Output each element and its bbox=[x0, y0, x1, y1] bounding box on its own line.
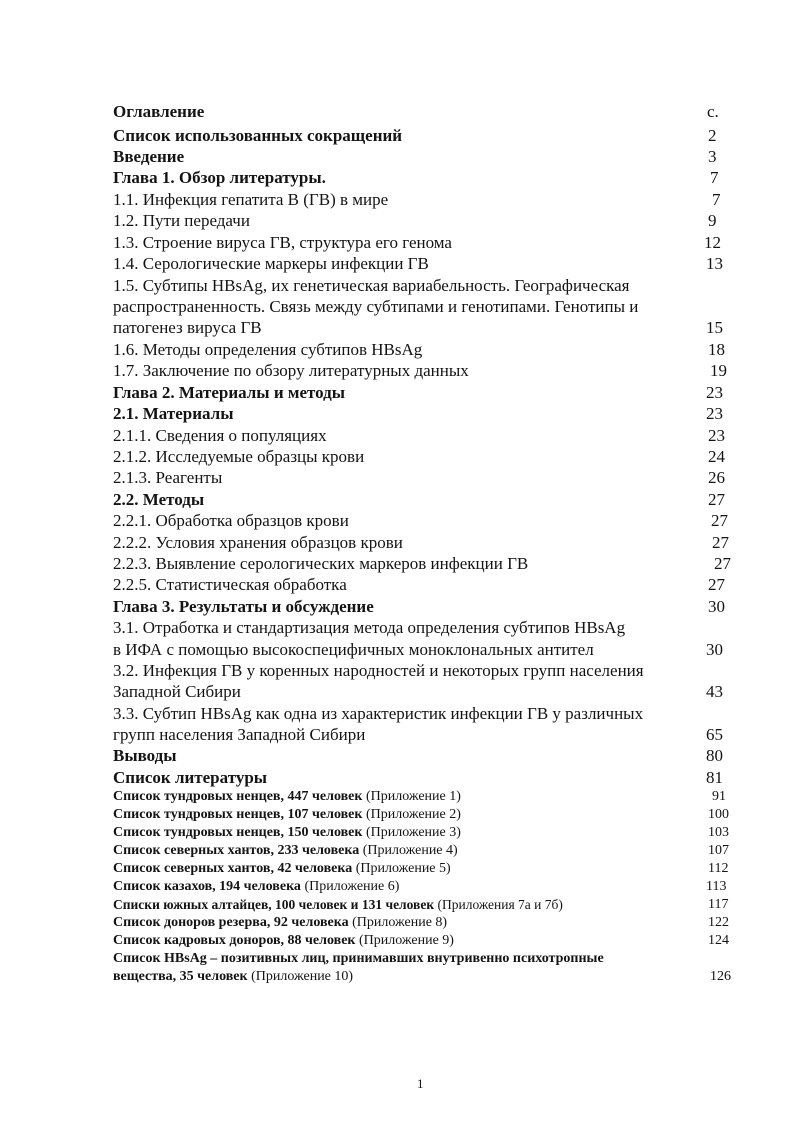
appendix-title: Список кадровых доноров, 88 человек bbox=[113, 933, 356, 948]
toc-entry-title: Глава 3. Результаты и обсуждение bbox=[113, 597, 374, 616]
toc-entry-title: Введение bbox=[113, 147, 185, 166]
toc-entry-page: 27 bbox=[708, 490, 725, 509]
appendix-note: (Приложение 9) bbox=[355, 933, 454, 948]
toc-entry-title: 1.5. Субтипы HBsAg, их генетическая вариабельность. Географическая bbox=[113, 276, 630, 295]
toc-entry-title: 2.2.5. Статистическая обработка bbox=[113, 575, 347, 594]
toc-entry-page: 23 bbox=[708, 426, 725, 445]
appendix-page: 100 bbox=[708, 807, 729, 822]
toc-entry-title: групп населения Западной Сибири bbox=[113, 725, 366, 744]
toc-entry-page: 30 bbox=[708, 597, 725, 616]
toc-entry-title: патогенез вируса ГВ bbox=[113, 318, 262, 337]
toc-entry-page: 9 bbox=[708, 211, 717, 230]
appendix-page: 122 bbox=[708, 915, 729, 930]
toc-entry-page: 80 bbox=[706, 746, 723, 765]
toc-entry-title: 3.2. Инфекция ГВ у коренных народностей и некоторых групп населения bbox=[113, 661, 644, 680]
toc-entry-page: 27 bbox=[711, 511, 728, 530]
toc-entry-page: 81 bbox=[706, 768, 723, 787]
toc-entry-title: 1.6. Методы определения субтипов HBsAg bbox=[113, 340, 423, 359]
appendix-page: 117 bbox=[708, 897, 729, 912]
toc-entry-page: 27 bbox=[714, 554, 731, 573]
appendix-note: (Приложение 6) bbox=[300, 879, 400, 894]
appendix-page: 107 bbox=[708, 843, 729, 858]
appendix-page: 113 bbox=[706, 879, 727, 894]
appendix-note: (Приложение 1) bbox=[362, 789, 461, 804]
appendix-note: (Приложение 2) bbox=[362, 807, 461, 822]
toc-entry-page: 12 bbox=[704, 233, 721, 252]
toc-entry-title: Список литературы bbox=[113, 768, 268, 787]
toc-entry-title: распространенность. Связь между субтипами и генотипами. Генотипы и bbox=[113, 297, 639, 316]
toc-entry-page: 27 bbox=[708, 575, 725, 594]
toc-entry-title: 2.1.2. Исследуемые образцы крови bbox=[113, 447, 365, 466]
toc-entry-page: 23 bbox=[706, 383, 723, 402]
appendix-note: (Приложение 5) bbox=[352, 861, 451, 876]
page-column-label: с. bbox=[707, 102, 719, 121]
toc-entry-page: 24 bbox=[708, 447, 725, 466]
appendix-page: 124 bbox=[708, 933, 729, 948]
appendix-note: (Приложения 7а и 7б) bbox=[434, 897, 563, 912]
toc-entry-page: 7 bbox=[712, 190, 721, 209]
toc-entry-page: 19 bbox=[710, 361, 727, 380]
toc-entry-title: 1.3. Строение вируса ГВ, структура его генома bbox=[113, 233, 452, 252]
appendix-page: 91 bbox=[712, 789, 726, 804]
appendix-title: Список тундровых ненцев, 150 человек bbox=[113, 825, 363, 840]
toc-entry-title: 2.2.1. Обработка образцов крови bbox=[113, 511, 349, 530]
appendix-note: (Приложение 10) bbox=[247, 969, 354, 984]
appendix-page: 112 bbox=[708, 861, 729, 876]
toc-entry-page: 65 bbox=[706, 725, 723, 744]
appendix-note: (Приложение 4) bbox=[359, 843, 458, 858]
appendix-title: Список тундровых ненцев, 447 человек bbox=[113, 789, 363, 804]
toc-entry-page: 13 bbox=[706, 254, 723, 273]
toc-entry-page: 30 bbox=[706, 640, 723, 659]
toc-heading: Оглавление bbox=[113, 102, 205, 121]
appendix-page: 103 bbox=[708, 825, 729, 840]
toc-entry-page: 2 bbox=[708, 126, 717, 145]
toc-entry-title: 3.3. Субтип HBsAg как одна из характеристик инфекции ГВ у различных bbox=[113, 704, 644, 723]
page-number: 1 bbox=[417, 1076, 424, 1091]
appendix-title: Список тундровых ненцев, 107 человек bbox=[113, 807, 363, 822]
toc-entry-title: 2.1.3. Реагенты bbox=[113, 468, 223, 487]
toc-entry-page: 18 bbox=[708, 340, 725, 359]
toc-entry-title: Глава 1. Обзор литературы. bbox=[113, 168, 326, 187]
toc-entry-title: 2.1. Материалы bbox=[113, 404, 234, 423]
toc-entry-page: 43 bbox=[706, 682, 723, 701]
toc-entry-title: 2.1.1. Сведения о популяциях bbox=[113, 426, 327, 445]
toc-entry-title: 2.2.3. Выявление серологических маркеров инфекции ГВ bbox=[113, 554, 529, 573]
toc-entry-title: 2.2.2. Условия хранения образцов крови bbox=[113, 533, 403, 552]
toc-entry-page: 23 bbox=[706, 404, 723, 423]
toc-entry-title: 1.7. Заключение по обзору литературных данных bbox=[113, 361, 469, 380]
toc-entry-title: Западной Сибири bbox=[113, 682, 241, 701]
toc-entry-title: 3.1. Отработка и стандартизация метода определения субтипов HBsAg bbox=[113, 618, 626, 637]
toc-entry-page: 7 bbox=[710, 168, 719, 187]
toc-entry-page: 15 bbox=[706, 318, 723, 337]
toc-entry-title: 1.2. Пути передачи bbox=[113, 211, 250, 230]
appendix-title: Список казахов, 194 человека bbox=[113, 879, 301, 894]
appendix-title: Список северных хантов, 233 человека bbox=[113, 843, 360, 858]
toc-entry-title: Список использованных сокращений bbox=[113, 126, 403, 145]
toc-entry-title: 1.4. Серологические маркеры инфекции ГВ bbox=[113, 254, 429, 273]
appendix-note: (Приложение 3) bbox=[362, 825, 461, 840]
toc-entry-title: 1.1. Инфекция гепатита В (ГВ) в мире bbox=[113, 190, 389, 209]
appendix-title: Список HBsAg – позитивных лиц, принимавших внутривенно психотропные bbox=[113, 951, 604, 966]
toc-entry-page: 27 bbox=[712, 533, 729, 552]
appendix-title: вещества, 35 человек bbox=[113, 969, 248, 984]
toc-entry-title: 2.2. Методы bbox=[113, 490, 205, 509]
toc-entry-page: 3 bbox=[708, 147, 717, 166]
appendix-page: 126 bbox=[710, 969, 731, 984]
appendix-title: Список северных хантов, 42 человека bbox=[113, 861, 353, 876]
appendix-title: Список доноров резерва, 92 человека bbox=[113, 915, 349, 930]
toc-entry-title: в ИФА с помощью высокоспецифичных моноклональных антител bbox=[113, 640, 594, 659]
toc-entry-title: Глава 2. Материалы и методы bbox=[113, 383, 346, 402]
appendix-note: (Приложение 8) bbox=[348, 915, 448, 930]
toc-entry-page: 26 bbox=[708, 468, 725, 487]
toc-entry-title: Выводы bbox=[113, 746, 177, 765]
appendix-title: Списки южных алтайцев, 100 человек и 131 человек bbox=[113, 897, 435, 912]
